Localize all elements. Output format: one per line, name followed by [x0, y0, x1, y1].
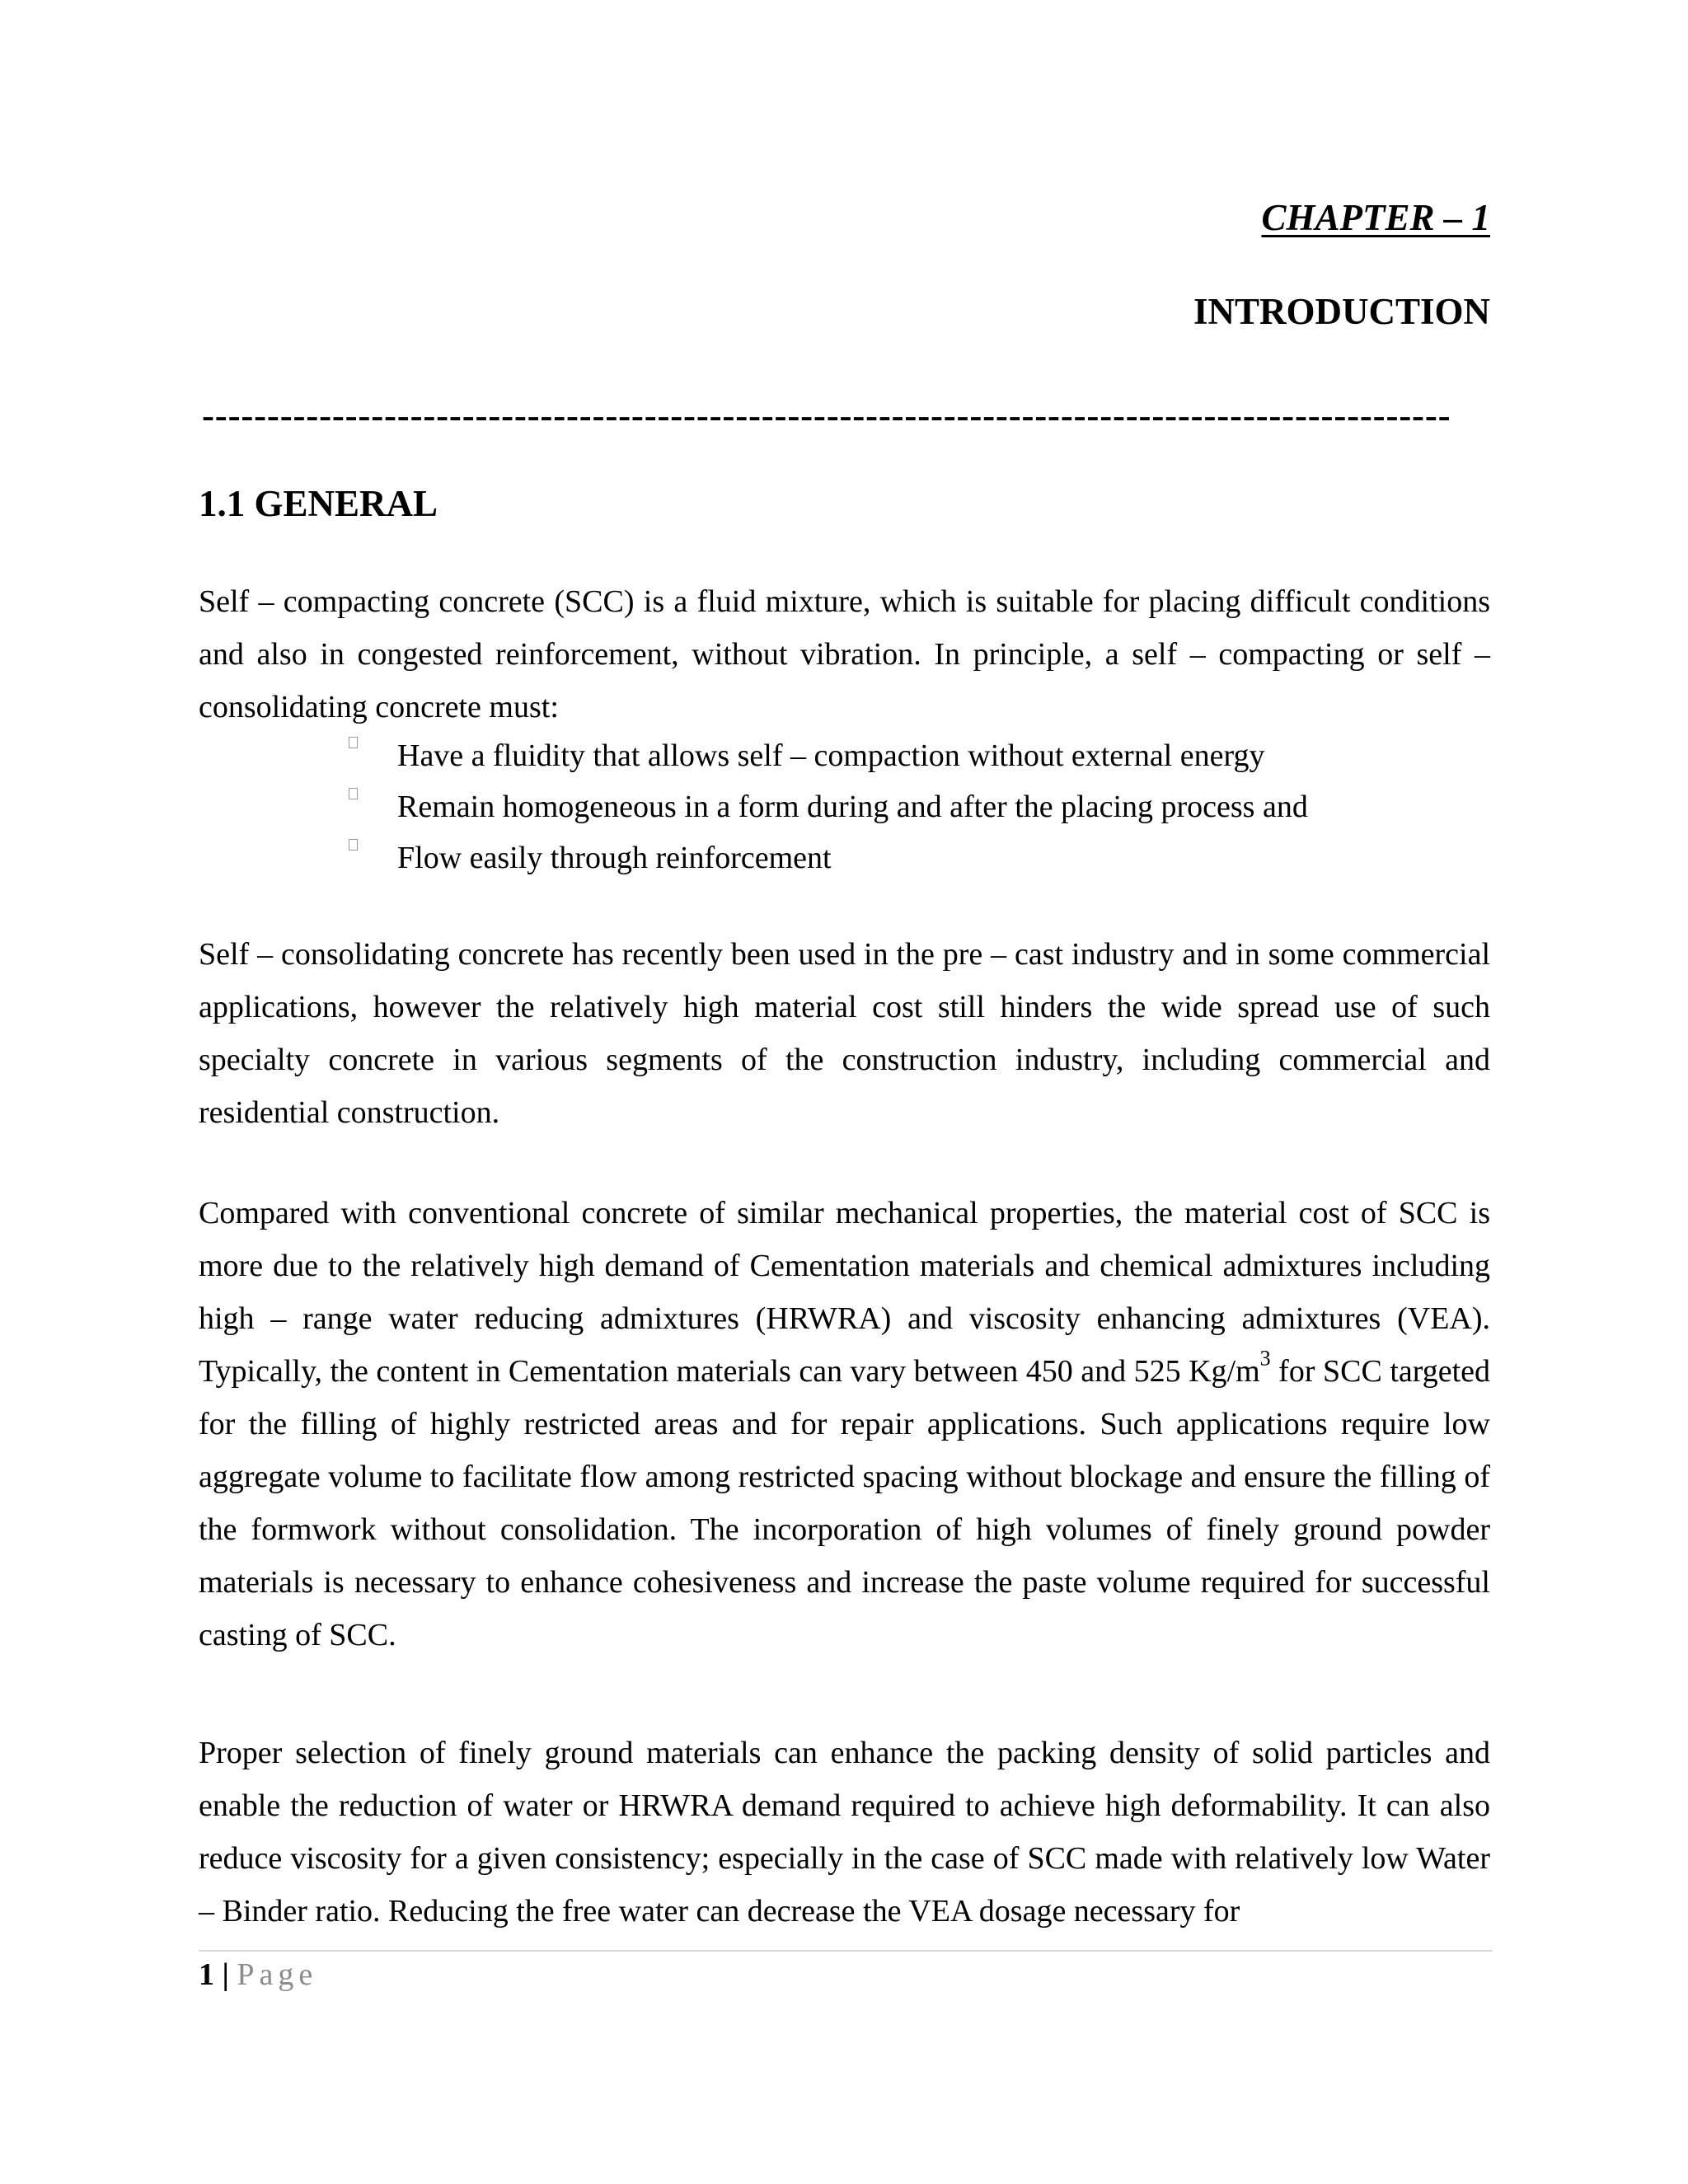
page-word: Page — [237, 1957, 318, 1992]
list-item — [346, 781, 1308, 832]
page-footer — [199, 1955, 317, 1994]
paragraph-3-part-1: Compared with conventional concrete of similar mechanical properties, the material cost of SCC is more due to the relatively high demand of Cementation materials and chemical admixtures including high – range water reducing admixtures (HRWRA) and viscosity enhancing admixtures (VEA). Typically, the content in Cementation materials can vary between 450 and 525 Kg/m — [199, 1196, 1490, 1389]
bullet-box-icon — [349, 737, 358, 748]
list-item-text: Flow easily through reinforcement — [397, 841, 832, 875]
list-item — [346, 832, 1308, 883]
list-item-text: Remain homogeneous in a form during and after the placing process and — [397, 790, 1308, 824]
chapter-title: INTRODUCTION — [1193, 291, 1490, 332]
footer-rule — [199, 1950, 1493, 1952]
list-item-text: Have a fluidity that allows self – compaction without external energy — [397, 738, 1265, 773]
superscript-cube: 3 — [1259, 1346, 1271, 1371]
section-heading: 1.1 GENERAL — [199, 483, 438, 524]
requirements-list — [346, 730, 1308, 883]
bullet-box-icon — [349, 788, 358, 799]
footer-separator: | — [222, 1957, 229, 1992]
list-item — [346, 730, 1308, 781]
paragraph-3-part-2: for SCC targeted for the filling of highly restricted areas and for repair applications. Such applications require low aggregate volume to facilitate flow among restricted spacing without blockage and ensure the filling of the formwork without consolidation. The incorporation of high volumes of finely ground powder materials is necessary to enhance cohesiveness and increase the paste volume required for successful casting of SCC. — [199, 1354, 1490, 1652]
paragraph-2: Self – consolidating concrete has recently been used in the pre – cast industry and in some commercial applications, however the relatively high material cost still hinders the wide spread use of such specialty concrete in various segments of the construction industry, including commercial and residential construction. — [199, 937, 1490, 1130]
bullet-box-icon — [349, 839, 358, 851]
paragraph-3 — [199, 1187, 1490, 1661]
paragraph-1: Self – compacting concrete (SCC) is a fluid mixture, which is suitable for placing difficult conditions and also in congested reinforcement, without vibration. In principle, a self – compacting or self – consolidating concrete must: — [199, 584, 1490, 724]
page-number: 1 — [199, 1957, 214, 1992]
dashed-separator: ------------------------------------------------------------------------------------------------ — [202, 395, 1451, 436]
paragraph-4: Proper selection of finely ground materials can enhance the packing density of solid particles and enable the reduction of water or HRWRA demand required to achieve high deformability. It can also reduce viscosity for a given consistency; especially in the case of SCC made with relatively low Water – Binder ratio. Reducing the free water can decrease the VEA dosage necessary for — [199, 1736, 1490, 1929]
chapter-label: CHAPTER – 1 — [1261, 197, 1490, 238]
